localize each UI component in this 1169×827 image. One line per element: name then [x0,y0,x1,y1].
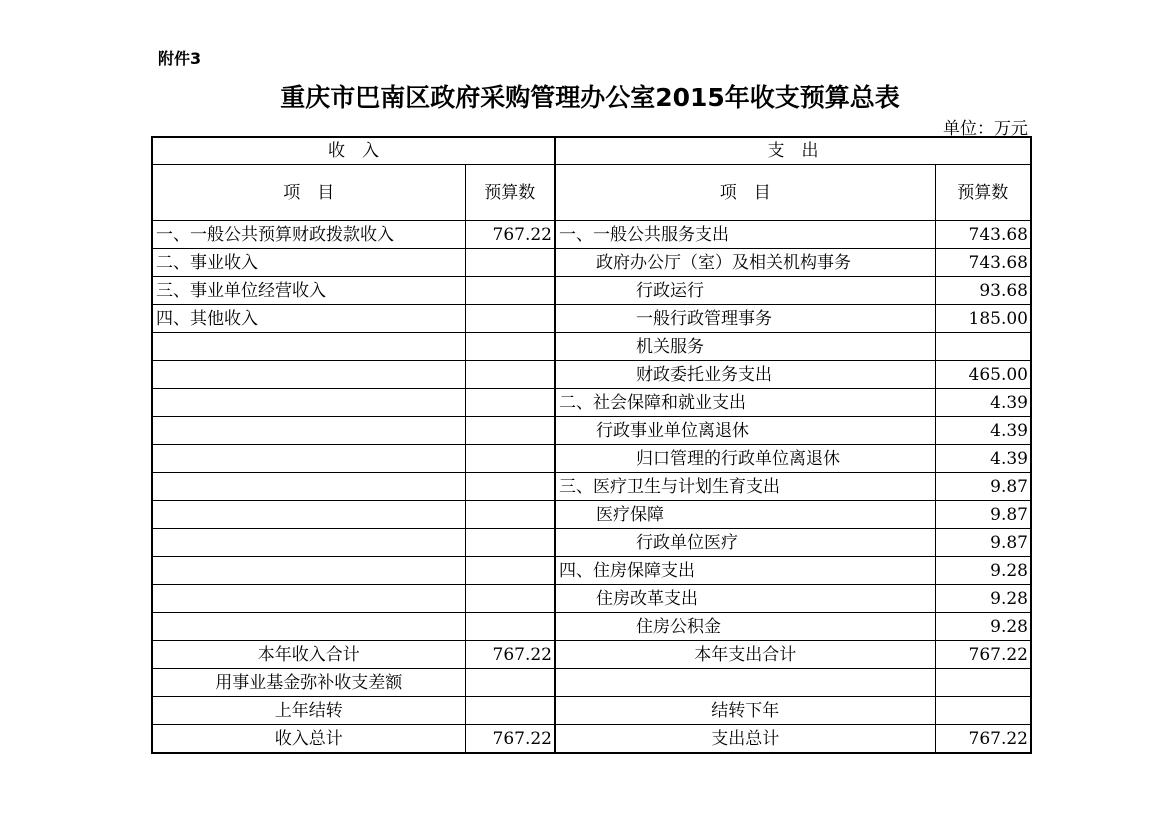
income-item-cell: 二、事业收入 [152,249,465,277]
income-total-amount [465,697,555,725]
section-header-row [152,137,1031,165]
income-amount-cell [465,613,555,641]
expense-item-cell: 一般行政管理事务 [555,305,935,333]
expense-section-header: 支 出 [555,137,1031,165]
unit-label: 单位：万元 [943,119,1028,139]
document-title: 重庆市巴南区政府采购管理办公室2015年收支预算总表 [280,83,900,112]
income-amount-cell: 767.22 [465,221,555,249]
expense-amount-cell: 4.39 [935,445,1031,473]
expense-item-cell: 住房改革支出 [555,585,935,613]
table-row [152,557,1031,585]
total-row [152,697,1031,725]
income-amount-cell [465,333,555,361]
income-total-amount: 767.22 [465,725,555,754]
income-total-label: 用事业基金弥补收支差额 [152,669,465,697]
expense-total-amount [935,669,1031,697]
expense-item-cell: 机关服务 [555,333,935,361]
income-amount-cell [465,557,555,585]
income-item-cell [152,417,465,445]
table-row [152,221,1031,249]
total-row [152,641,1031,669]
table-row [152,613,1031,641]
expense-amount-cell: 185.00 [935,305,1031,333]
expense-item-cell: 二、社会保障和就业支出 [555,389,935,417]
table-row [152,585,1031,613]
total-row [152,669,1031,697]
table-row [152,501,1031,529]
income-amount-cell [465,417,555,445]
expense-amount-cell: 743.68 [935,249,1031,277]
total-row [152,725,1031,754]
income-section-header: 收 入 [152,137,555,165]
table-row [152,389,1031,417]
expense-amount-cell [935,333,1031,361]
expense-item-cell: 三、医疗卫生与计划生育支出 [555,473,935,501]
expense-amount-cell: 9.28 [935,557,1031,585]
income-item-cell [152,389,465,417]
table-row [152,305,1031,333]
income-amount-cell [465,361,555,389]
income-item-cell: 三、事业单位经营收入 [152,277,465,305]
expense-item-cell: 政府办公厅（室）及相关机构事务 [555,249,935,277]
expense-amount-cell: 4.39 [935,389,1031,417]
expense-amount-cell: 465.00 [935,361,1031,389]
income-item-cell [152,333,465,361]
table-row [152,361,1031,389]
expense-amount-cell: 9.28 [935,585,1031,613]
expense-total-amount [935,697,1031,725]
income-amount-cell [465,249,555,277]
income-item-cell: 四、其他收入 [152,305,465,333]
expense-budget-header: 预算数 [935,165,1031,221]
income-item-cell [152,585,465,613]
expense-total-label: 结转下年 [555,697,935,725]
income-item-cell: 一、一般公共预算财政拨款收入 [152,221,465,249]
expense-amount-cell: 9.28 [935,613,1031,641]
income-total-label: 本年收入合计 [152,641,465,669]
budget-table-body [152,137,1031,753]
expense-amount-cell: 4.39 [935,417,1031,445]
income-amount-cell [465,529,555,557]
expense-total-label: 本年支出合计 [555,641,935,669]
expense-item-cell: 一、一般公共服务支出 [555,221,935,249]
expense-amount-cell: 9.87 [935,501,1031,529]
expense-item-cell: 四、住房保障支出 [555,557,935,585]
expense-item-cell: 行政事业单位离退休 [555,417,935,445]
expense-item-cell: 行政运行 [555,277,935,305]
column-header-row [152,165,1031,221]
expense-total-label [555,669,935,697]
table-row [152,473,1031,501]
expense-item-cell: 归口管理的行政单位离退休 [555,445,935,473]
expense-amount-cell: 9.87 [935,529,1031,557]
expense-total-label: 支出总计 [555,725,935,754]
attachment-label: 附件3 [158,49,202,68]
expense-item-cell: 住房公积金 [555,613,935,641]
income-total-amount [465,669,555,697]
income-item-cell [152,613,465,641]
budget-table [151,136,1032,754]
income-item-header: 项 目 [152,165,465,221]
income-amount-cell [465,305,555,333]
income-item-cell [152,445,465,473]
expense-total-amount: 767.22 [935,641,1031,669]
income-budget-header: 预算数 [465,165,555,221]
expense-item-header: 项 目 [555,165,935,221]
income-total-label: 收入总计 [152,725,465,754]
table-row [152,417,1031,445]
income-amount-cell [465,389,555,417]
income-item-cell [152,501,465,529]
income-total-label: 上年结转 [152,697,465,725]
table-row [152,333,1031,361]
expense-amount-cell: 743.68 [935,221,1031,249]
expense-item-cell: 财政委托业务支出 [555,361,935,389]
expense-amount-cell: 93.68 [935,277,1031,305]
table-row [152,529,1031,557]
income-amount-cell [465,473,555,501]
income-item-cell [152,529,465,557]
table-row [152,277,1031,305]
income-total-amount: 767.22 [465,641,555,669]
table-row [152,249,1031,277]
income-item-cell [152,361,465,389]
income-item-cell [152,557,465,585]
income-item-cell [152,473,465,501]
table-row [152,445,1031,473]
income-amount-cell [465,445,555,473]
income-amount-cell [465,585,555,613]
income-amount-cell [465,277,555,305]
expense-item-cell: 行政单位医疗 [555,529,935,557]
income-amount-cell [465,501,555,529]
expense-total-amount: 767.22 [935,725,1031,754]
expense-item-cell: 医疗保障 [555,501,935,529]
expense-amount-cell: 9.87 [935,473,1031,501]
